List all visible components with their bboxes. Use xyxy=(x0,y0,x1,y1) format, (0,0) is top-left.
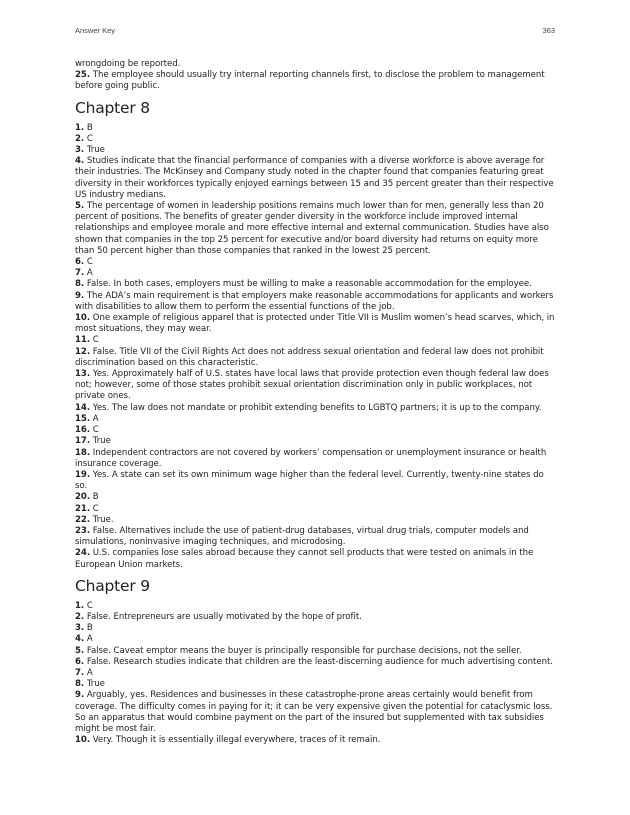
answer-item xyxy=(75,623,555,634)
answer-text: False. In both cases, employers must be willing to make a reasonable accommodation for the employee. xyxy=(86,279,532,290)
answer-text: B xyxy=(86,623,93,634)
answer-text: True. xyxy=(92,514,114,525)
answer-text: False. Alternatives include the use of patient-drug databases, virtual drug trials, computer models and simulations, noninvasive imaging techniques, and microdosing. xyxy=(75,525,529,548)
answer-text: Yes. A state can set its own minimum wage higher than the federal level. Currently, twenty-nine states do so. xyxy=(75,469,544,492)
answer-text: C xyxy=(92,425,99,436)
answer-text: False. Entrepreneurs are usually motivated by the hope of profit. xyxy=(86,611,362,622)
answer-number: 1. xyxy=(75,600,85,611)
chapter-heading: Chapter 8 xyxy=(75,98,150,117)
answer-text: U.S. companies lose sales abroad because they cannot sell products that were tested on animals in the European Union markets. xyxy=(75,548,534,570)
answer-text: B xyxy=(86,122,93,133)
answer-item xyxy=(75,257,555,268)
answer-number: 25. xyxy=(75,70,91,81)
answer-item xyxy=(75,634,555,645)
answer-item xyxy=(75,492,555,503)
answer-number: 22. xyxy=(75,514,91,525)
answer-number: 9. xyxy=(75,690,85,701)
answer-item xyxy=(75,504,555,515)
answer-number: 4. xyxy=(75,634,85,645)
answer-item xyxy=(75,646,555,657)
answer-item xyxy=(75,145,555,156)
answer-number: 6. xyxy=(75,656,85,667)
answer-text: The employee should usually try internal reporting channels first, to disclose the problem to management before going public. xyxy=(75,70,545,92)
chapter-section xyxy=(75,99,555,571)
answer-item xyxy=(75,668,555,679)
answer-item xyxy=(75,657,555,668)
answer-key-content xyxy=(75,59,555,746)
answer-number: 11. xyxy=(75,335,91,346)
chapter-section xyxy=(75,577,555,747)
answer-item xyxy=(75,279,555,290)
answer-item xyxy=(75,403,555,414)
answer-item xyxy=(75,59,555,70)
answer-text: Independent contractors are not covered by workers’ compensation or unemployment insurance or health insurance coverage. xyxy=(75,447,547,469)
answer-text: One example of religious apparel that is protected under Title VII is Muslim women’s head scarves, which, in most situations, they may wear. xyxy=(75,313,555,335)
answer-number: 5. xyxy=(75,201,85,212)
answer-number: 10. xyxy=(75,313,91,324)
answer-number: 10. xyxy=(75,735,91,746)
answer-text: Very. Though it is essentially illegal everywhere, traces of it remain. xyxy=(92,735,381,746)
answer-text: C xyxy=(86,600,93,611)
answer-number: 17. xyxy=(75,436,91,447)
answer-item xyxy=(75,526,555,548)
answer-item xyxy=(75,515,555,526)
answer-item xyxy=(75,470,555,492)
answer-item xyxy=(75,156,555,201)
answer-item xyxy=(75,735,555,746)
answer-item xyxy=(75,414,555,425)
answer-number: 2. xyxy=(75,611,85,622)
answer-number: 6. xyxy=(75,257,85,268)
answer-text: False. Title VII of the Civil Rights Act does not address sexual orientation and federal law does not prohibit discrimination based on this characteristic. xyxy=(75,346,544,368)
answer-text: Yes. The law does not mandate or prohibit extending benefits to LGBTQ partners; it is up to the company. xyxy=(92,402,542,413)
answer-number: 9. xyxy=(75,290,85,301)
answer-text: True xyxy=(92,436,111,447)
answer-item xyxy=(75,436,555,447)
answer-text: C xyxy=(92,503,99,514)
answer-item xyxy=(75,313,555,335)
answer-text: False. Research studies indicate that children are the least-discerning audience for much advertising content. xyxy=(86,656,553,667)
answer-item xyxy=(75,347,555,369)
answer-text: Arguably, yes. Residences and businesses in these catastrophe-prone areas certainly would benefit from coverage. The difficulty comes in paying for it; it can be very expensive given the potential for cataclysmic loss. So an apparatus that would combine payment on the part of the insured but supplemented with tax subsidies might be most fair. xyxy=(75,690,553,734)
page-number: 363 xyxy=(542,26,555,35)
answer-number: 1. xyxy=(75,122,85,133)
answer-text: A xyxy=(86,634,93,645)
answer-item xyxy=(75,548,555,570)
answer-item xyxy=(75,612,555,623)
answer-number: 12. xyxy=(75,346,91,357)
answer-text: The percentage of women in leadership positions remains much lower than for men, generally less than 20 percent of positions. The benefits of greater gender diversity in the workforce include improved internal relationships and employee morale and more effective internal and external communication. Studies have also shown that companies in the top 25 percent for executive and/or board diversity had returns on equity more than 50 percent higher than those companies that ranked in the lowest 25 percent. xyxy=(75,201,549,256)
answer-item xyxy=(75,291,555,313)
answer-number: 20. xyxy=(75,492,91,503)
answer-number: 5. xyxy=(75,645,85,656)
answer-item xyxy=(75,425,555,436)
answer-number: 24. xyxy=(75,548,91,559)
answer-number: 7. xyxy=(75,667,85,678)
answer-item xyxy=(75,448,555,470)
answer-item xyxy=(75,123,555,134)
answer-number: 23. xyxy=(75,525,91,536)
answer-text: C xyxy=(86,133,93,144)
answer-text: B xyxy=(92,492,99,503)
answer-text: True xyxy=(86,145,105,156)
answer-item xyxy=(75,134,555,145)
answer-number: 16. xyxy=(75,425,91,436)
answer-number: 8. xyxy=(75,679,85,690)
answer-number: 15. xyxy=(75,413,91,424)
answer-text: wrongdoing be reported. xyxy=(75,59,181,69)
intro-answers xyxy=(75,59,555,93)
answer-number: 3. xyxy=(75,623,85,634)
answer-text: False. Caveat emptor means the buyer is principally responsible for purchase decisions, not the seller. xyxy=(86,645,522,656)
answer-text: C xyxy=(86,257,93,268)
running-header xyxy=(75,26,555,38)
answer-text: Yes. Approximately half of U.S. states have local laws that provide protection even though federal law does not; however, some of those states prohibit sexual orientation discrimination only in public workplaces, not private ones. xyxy=(75,369,549,402)
answer-text: The ADA’s main requirement is that employers make reasonable accommodations for applicants and workers with disabilities to allow them to perform the essential functions of the job. xyxy=(75,290,554,312)
chapters xyxy=(75,99,555,747)
answer-item xyxy=(75,369,555,403)
answer-number: 18. xyxy=(75,447,91,458)
answer-number: 13. xyxy=(75,369,91,380)
answer-item xyxy=(75,679,555,690)
answer-number: 19. xyxy=(75,469,91,480)
answer-item xyxy=(75,268,555,279)
chapter-heading: Chapter 9 xyxy=(75,576,150,595)
answer-number: 21. xyxy=(75,503,91,514)
answer-number: 7. xyxy=(75,268,85,279)
answer-text: A xyxy=(92,413,99,424)
answer-item xyxy=(75,70,555,92)
answer-number: 14. xyxy=(75,402,91,413)
answer-text: Studies indicate that the financial performance of companies with a diverse workforce is above average for their industries. The McKinsey and Company study noted in the chapter found that companies featuring great diversity in their workforces typically enjoyed earnings between 15 and 35 percent greater than their respective US industry medians. xyxy=(75,156,554,200)
answer-text: A xyxy=(86,268,93,279)
answer-item xyxy=(75,335,555,346)
answer-number: 8. xyxy=(75,279,85,290)
answer-number: 2. xyxy=(75,133,85,144)
answer-item xyxy=(75,601,555,612)
running-header-title: Answer Key xyxy=(75,26,116,35)
answer-text: True xyxy=(86,679,105,690)
answer-text: C xyxy=(92,335,99,346)
answer-number: 4. xyxy=(75,156,85,167)
answer-number: 3. xyxy=(75,145,85,156)
answer-item xyxy=(75,201,555,257)
answer-text: A xyxy=(86,667,93,678)
answer-item xyxy=(75,690,555,735)
